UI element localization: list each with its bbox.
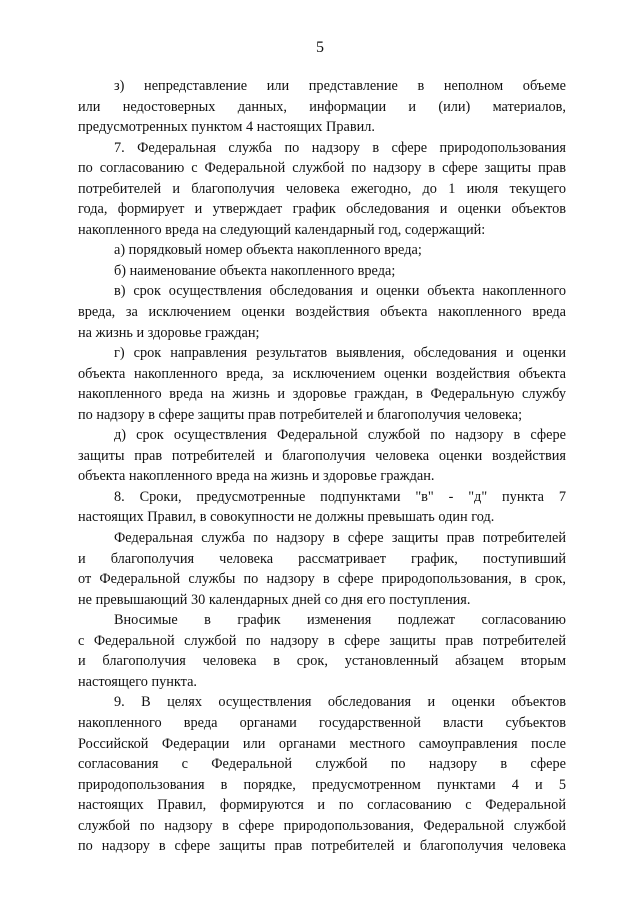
text-line: по надзору в сфере защиты прав потребителей и благополучия человека; <box>78 406 523 423</box>
text-line: накопленного вреда на следующий календарный год, содержащий: <box>78 221 486 238</box>
text-line: в) срок осуществления обследования и оценки объекта накопленного <box>114 283 566 300</box>
text-line: настоящих Правил, формируются и по согласованию с Федеральной <box>78 797 566 814</box>
text-line: службой по надзору в сфере природопользования, Федеральной службой <box>78 817 566 834</box>
text-line: накопленного вреда на жизнь и здоровье граждан, в Федеральную службу <box>78 386 566 403</box>
text-line: Федеральная служба по надзору в сфере защиты прав потребителей <box>114 530 566 547</box>
text-line: не превышающий 30 календарных дней со дня его поступления. <box>78 591 471 608</box>
text-line: 7. Федеральная служба по надзору в сфере природопользования <box>114 139 566 156</box>
text-line: а) порядковый номер объекта накопленного вреда; <box>114 242 422 259</box>
text-line: от Федеральной службы по надзору в сфере природопользования, в срок, <box>78 571 566 588</box>
text-line: объекта накопленного вреда, за исключением оценки воздействия объекта <box>78 365 566 382</box>
text-line: настоящих Правил, в совокупности не должны превышать один год. <box>78 509 495 526</box>
text-line: накопленного вреда органами государственной власти субъектов <box>78 714 566 731</box>
text-line: согласования с Федеральной службой по надзору в сфере <box>78 756 566 773</box>
document-body <box>78 76 566 857</box>
text-line: предусмотренных пунктом 4 настоящих Правил. <box>78 119 375 136</box>
text-line: объекта накопленного вреда на жизнь и здоровье граждан. <box>78 468 435 485</box>
text-line: г) срок направления результатов выявления, обследования и оценки <box>114 345 566 362</box>
text-line: на жизнь и здоровье граждан; <box>78 324 260 341</box>
text-line: с Федеральной службой по надзору в сфере защиты прав потребителей <box>78 632 566 649</box>
text-line: 8. Сроки, предусмотренные подпунктами "в" - "д" пункта 7 <box>114 488 566 505</box>
text-line: по согласованию с Федеральной службой по надзору в сфере защиты прав <box>78 160 566 177</box>
text-line: защиты прав потребителей и благополучия человека оценки воздействия <box>78 447 566 464</box>
text-line: д) срок осуществления Федеральной службой по надзору в сфере <box>114 427 566 444</box>
text-line: настоящего пункта. <box>78 673 197 690</box>
text-line: 9. В целях осуществления обследования и оценки объектов <box>114 694 566 711</box>
text-line: з) непредставление или представление в неполном объеме <box>114 78 566 94</box>
text-line: Российской Федерации или органами местного самоуправления после <box>78 735 566 752</box>
text-line: и благополучия человека в срок, установленный абзацем вторым <box>78 653 566 670</box>
text-line: природопользования в порядке, предусмотренном пунктами 4 и 5 <box>78 776 566 793</box>
text-line: Вносимые в график изменения подлежат согласованию <box>114 612 566 629</box>
text-line: и благополучия человека рассматривает график, поступивший <box>78 550 566 567</box>
page-number: 5 <box>316 39 324 56</box>
text-line: вреда, за исключением оценки воздействия объекта накопленного вреда <box>78 304 566 321</box>
text-line: по надзору в сфере защиты прав потребителей и благополучия человека <box>78 838 566 855</box>
text-line: года, формирует и утверждает график обследования и оценки объектов <box>78 201 566 218</box>
text-line: потребителей и благополучия человека ежегодно, до 1 июля текущего <box>78 180 566 197</box>
text-line: б) наименование объекта накопленного вреда; <box>114 262 396 279</box>
text-line: или недостоверных данных, информации и (или) материалов, <box>78 98 566 115</box>
